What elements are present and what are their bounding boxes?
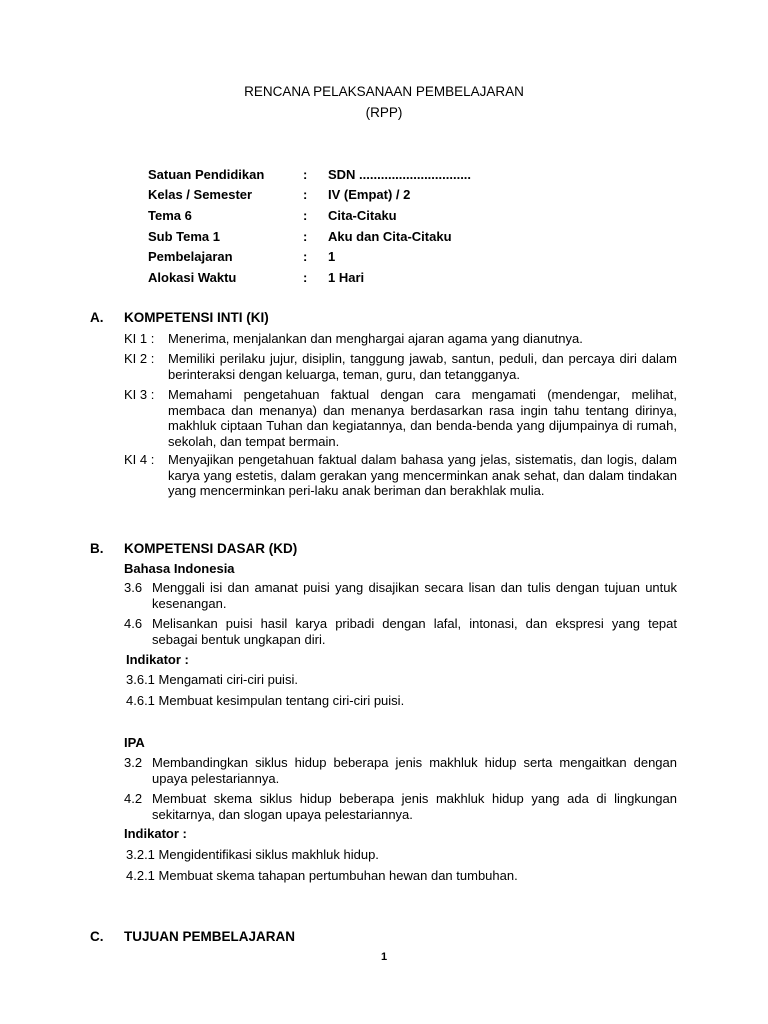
ki-label: KI 4 : bbox=[124, 452, 155, 467]
section-b-title: KOMPETENSI DASAR (KD) bbox=[124, 541, 298, 556]
identity-label: Pembelajaran bbox=[148, 249, 233, 264]
ki-text: Memahami pengetahuan faktual dengan cara mengamati (mendengar, melihat, membaca dan menanya) dan menanya berdasarkan rasa ingin tahu tentang dirinya, makhluk ciptaan Tuhan dan kegiatannya, dan benda-benda yang dijumpainya di rumah, sekolah, dan tempat bermain. bbox=[168, 387, 677, 449]
ki-label: KI 1 : bbox=[124, 331, 155, 346]
identity-colon: : bbox=[303, 167, 308, 182]
indicator-item: 4.2.1 Membuat skema tahapan pertumbuhan hewan dan tumbuhan. bbox=[126, 868, 518, 883]
identity-value: 1 Hari bbox=[328, 270, 365, 285]
identity-label: Kelas / Semester bbox=[148, 187, 253, 202]
identity-label: Satuan Pendidikan bbox=[148, 167, 265, 182]
identity-label: Alokasi Waktu bbox=[148, 270, 237, 285]
bahasa-indonesia-heading: Bahasa Indonesia bbox=[124, 561, 235, 576]
document-subtitle: (RPP) bbox=[365, 105, 403, 120]
identity-value: Cita-Citaku bbox=[328, 208, 397, 223]
kd-text: Membuat skema siklus hidup beberapa jenis makhluk hidup yang ada di lingkungan sekitarnya, dan slogan upaya pelestariannya. bbox=[152, 791, 677, 822]
kd-number: 4.2 bbox=[124, 791, 143, 806]
identity-value: Aku dan Cita-Citaku bbox=[328, 229, 452, 244]
identity-value: SDN ............................... bbox=[328, 167, 472, 182]
kd-item bbox=[124, 791, 677, 823]
ki-item bbox=[124, 452, 677, 499]
section-a-letter: A. bbox=[90, 310, 104, 325]
identity-value: 1 bbox=[328, 249, 336, 264]
kd-item bbox=[124, 755, 677, 787]
ki-item bbox=[124, 331, 677, 347]
identity-colon: : bbox=[303, 208, 308, 223]
ki-label: KI 2 : bbox=[124, 351, 155, 366]
kd-text: Melisankan puisi hasil karya pribadi dengan lafal, intonasi, dan ekspresi yang tepat sebagai bentuk ungkapan diri. bbox=[152, 616, 677, 647]
identity-label: Tema 6 bbox=[148, 208, 192, 223]
kd-item bbox=[124, 580, 677, 612]
indikator-heading: Indikator : bbox=[126, 652, 189, 667]
section-b-letter: B. bbox=[90, 541, 104, 556]
kd-number: 4.6 bbox=[124, 616, 143, 631]
document-title: RENCANA PELAKSANAAN PEMBELAJARAN bbox=[244, 84, 524, 99]
identity-colon: : bbox=[303, 249, 308, 264]
identity-colon: : bbox=[303, 270, 308, 285]
kd-item bbox=[124, 616, 677, 648]
page-number: 1 bbox=[380, 951, 388, 963]
identity-colon: : bbox=[303, 229, 308, 244]
indikator-heading: Indikator : bbox=[124, 826, 187, 841]
kd-text: Menggali isi dan amanat puisi yang disajikan secara lisan dan tulis dengan tujuan untuk kesenangan. bbox=[152, 580, 677, 611]
ki-text: Menyajikan pengetahuan faktual dalam bahasa yang jelas, sistematis, dan logis, dalam karya yang estetis, dalam gerakan yang mencerminkan anak sehat, dan dalam tindakan yang mencerminkan peri-laku anak beriman dan berakhlak mulia. bbox=[168, 452, 677, 498]
section-a-title: KOMPETENSI INTI (KI) bbox=[124, 310, 269, 325]
section-c-title: TUJUAN PEMBELAJARAN bbox=[124, 929, 296, 944]
identity-value: IV (Empat) / 2 bbox=[328, 187, 411, 202]
identity-label: Sub Tema 1 bbox=[148, 229, 221, 244]
section-c-letter: C. bbox=[90, 929, 104, 944]
kd-number: 3.2 bbox=[124, 755, 143, 770]
kd-text: Membandingkan siklus hidup beberapa jenis makhluk hidup serta mengaitkan dengan upaya pelestariannya. bbox=[152, 755, 677, 786]
indicator-item: 3.2.1 Mengidentifikasi siklus makhluk hidup. bbox=[126, 847, 379, 862]
ki-label: KI 3 : bbox=[124, 387, 155, 402]
ki-text: Menerima, menjalankan dan menghargai ajaran agama yang dianutnya. bbox=[168, 331, 583, 346]
indicator-item: 3.6.1 Mengamati ciri-ciri puisi. bbox=[126, 672, 298, 687]
ipa-heading: IPA bbox=[124, 735, 145, 750]
ki-text: Memiliki perilaku jujur, disiplin, tanggung jawab, santun, peduli, dan percaya diri dalam berinteraksi dengan keluarga, teman, guru, dan tetangganya. bbox=[168, 351, 677, 382]
identity-colon: : bbox=[303, 187, 308, 202]
kd-number: 3.6 bbox=[124, 580, 143, 595]
indicator-item: 4.6.1 Membuat kesimpulan tentang ciri-ciri puisi. bbox=[126, 693, 405, 708]
ki-item bbox=[124, 387, 677, 449]
ki-item bbox=[124, 351, 677, 382]
